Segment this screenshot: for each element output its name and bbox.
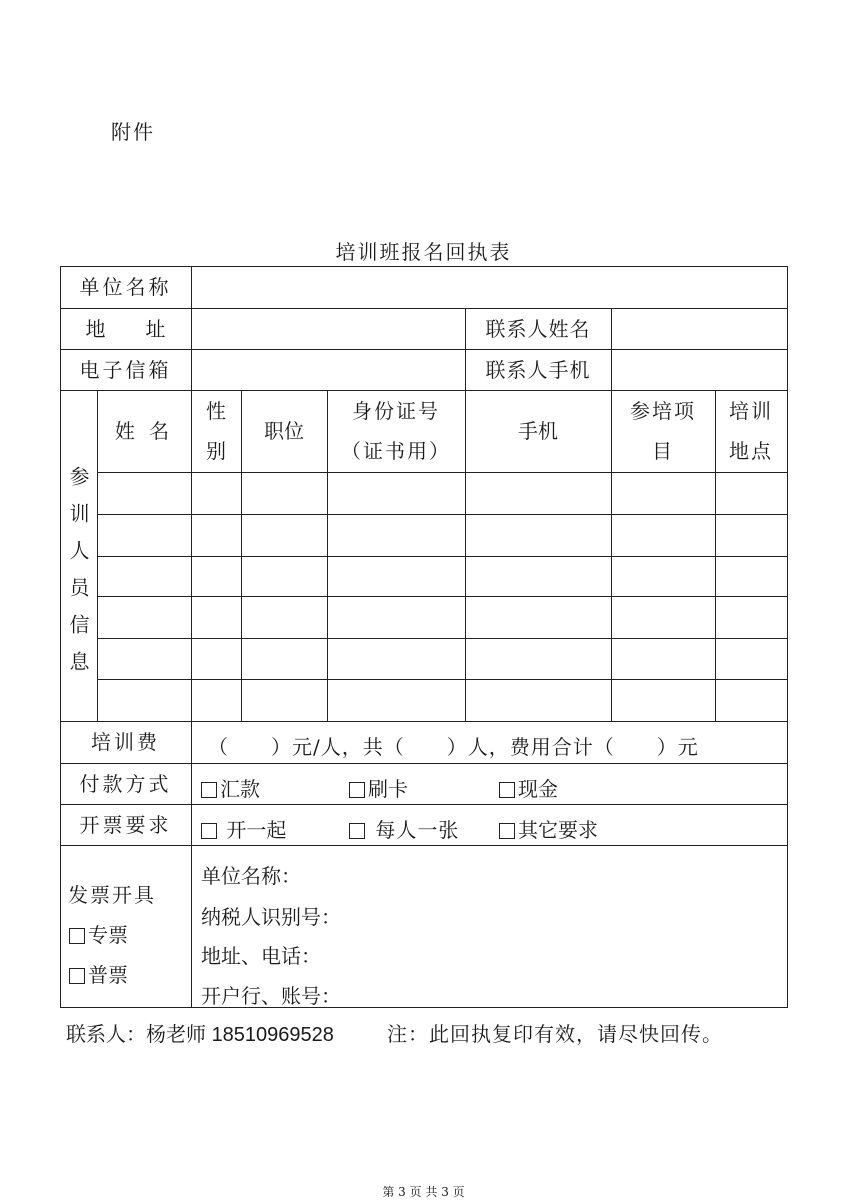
participant-row[interactable] [97,638,787,679]
invoice-field-unit-name: 单位名称： [201,864,301,888]
col-id-line2: （证书用） [341,439,451,463]
registration-form-table [60,266,788,1007]
footer-note: 注：此回执复印有效，请尽快回传。 [387,1022,723,1046]
contact-name-label: 联系人姓名 [485,316,591,341]
checkbox-icon[interactable] [349,823,365,839]
invoice-type-label-normal: 普票 [88,963,128,987]
invoice-req-combined[interactable] [201,814,286,843]
checkbox-icon[interactable] [201,823,217,839]
contact-name-field[interactable] [611,308,787,349]
invoice-field-bank-account: 开户行、账号： [201,984,341,1008]
invoice-req-other[interactable] [499,814,598,843]
col-name-header: 姓 名 [114,419,174,443]
form-title: 培训班报名回执表 [335,240,512,264]
invoice-req-option-label: 每人一张 [368,818,460,842]
col-gender-header [191,390,241,472]
checkbox-icon[interactable] [201,782,217,798]
participants-section-label: 参训人员信息 [66,465,90,688]
payment-label: 付款方式 [79,771,172,796]
col-project-line1: 参培项 [630,399,696,423]
contact-person: 联系人：杨老师 [66,1022,206,1046]
contact-phone-field[interactable] [611,349,787,390]
page-number: 第 3 页 共 3 页 [382,1185,465,1199]
checkbox-icon[interactable] [499,823,515,839]
participant-row[interactable] [97,679,787,721]
attachment-label: 附件 [111,120,155,144]
unit-name-label: 单位名称 [79,275,172,299]
invoice-field-tax-id: 纳税人识别号： [201,905,341,929]
participant-row[interactable] [97,514,787,556]
checkbox-icon[interactable] [349,782,365,798]
col-gender-line1: 性 [206,399,226,423]
footer-contact [66,1018,334,1047]
fee-label: 培训费 [91,730,160,754]
payment-option-cash[interactable] [499,773,558,802]
invoice-req-option-label: 其它要求 [518,818,598,842]
payment-option-card[interactable] [349,773,408,802]
payment-option-label: 现金 [518,777,558,801]
fee-text: （ ）元/人，共（ ）人，费用合计（ ）元 [208,735,699,759]
email-label: 电子信箱 [79,357,172,382]
invoice-field-address-phone: 地址、电话： [201,944,321,968]
invoice-type-normal[interactable] [69,959,128,988]
col-project-header [611,390,715,472]
invoice-type-label: 发票开具 [68,883,156,907]
unit-name-field[interactable] [191,266,787,308]
email-field[interactable] [191,349,465,390]
col-phone-header: 手机 [518,419,558,443]
payment-option-label: 汇款 [220,777,260,801]
invoice-req-label: 开票要求 [79,812,172,837]
participant-row[interactable] [97,472,787,514]
col-position-header: 职位 [264,419,304,443]
contact-phone-label: 联系人手机 [485,357,591,382]
address-field[interactable] [191,308,465,349]
invoice-req-per-person[interactable] [349,814,459,843]
col-location-line1: 培训 [729,399,773,423]
payment-option-label: 刷卡 [368,777,408,801]
contact-phone: 18510969528 [211,1024,334,1046]
checkbox-icon[interactable] [69,968,85,984]
checkbox-icon[interactable] [499,782,515,798]
invoice-type-label-special: 专票 [88,923,128,947]
col-gender-line2: 别 [206,439,226,463]
col-project-line2: 目 [652,439,674,463]
payment-option-transfer[interactable] [201,773,260,802]
participant-row[interactable] [97,556,787,596]
col-id-header [327,390,465,472]
col-location-header [715,390,787,472]
col-id-line1: 身份证号 [352,399,440,423]
checkbox-icon[interactable] [69,928,85,944]
address-label: 地 址 [85,316,166,341]
invoice-type-special[interactable] [69,919,128,948]
participant-row[interactable] [97,596,787,638]
invoice-req-option-label: 开一起 [220,818,287,842]
col-location-line2: 地点 [729,439,773,463]
